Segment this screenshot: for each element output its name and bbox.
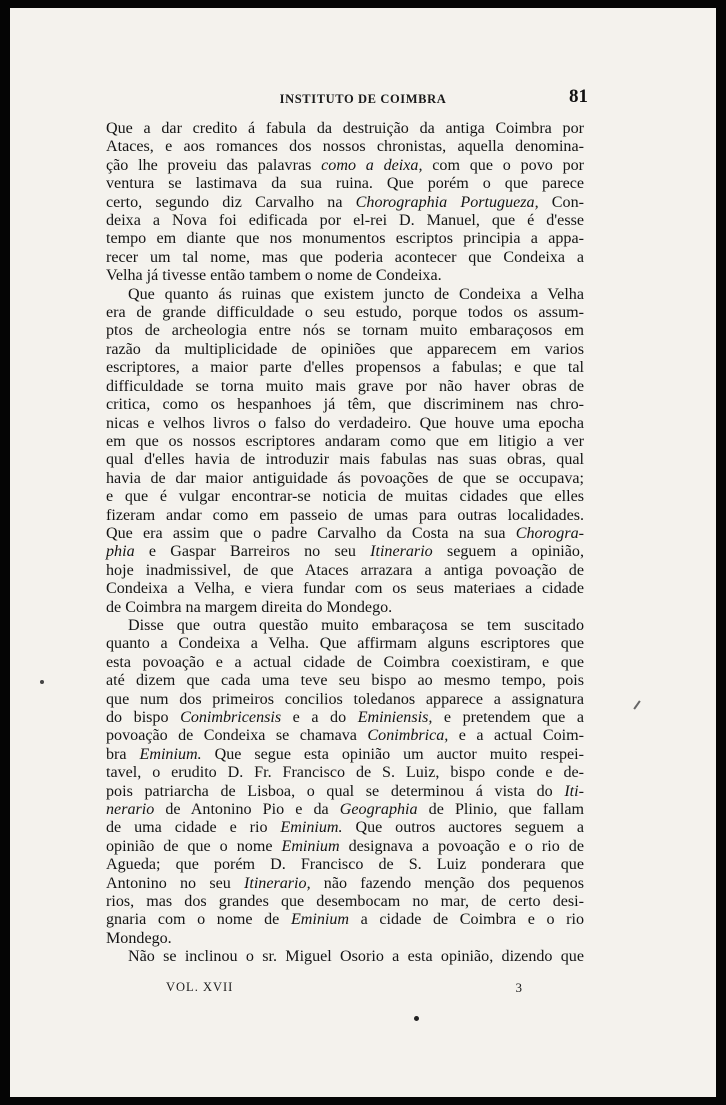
text-line — [106, 507, 584, 525]
page-footer — [106, 980, 584, 1000]
text-segment: a cidade de Coimbra e o rio — [349, 911, 584, 929]
text-line — [106, 948, 584, 966]
italic-text: Eminiensis, — [357, 709, 433, 726]
text-line — [106, 396, 584, 414]
paragraph — [106, 948, 584, 966]
text-segment: Não se inclinou o sr. Miguel Osorio a esta opinião, dizendo que — [128, 948, 584, 966]
text-segment: certo, segundo diz Carvalho na — [106, 193, 356, 211]
text-segment: Velha já tivesse então tambem o nome de Condeixa. — [106, 267, 442, 285]
body-text — [106, 120, 584, 967]
text-segment: e que é vulgar encontrar-se noticia de muitas cidades que elles — [106, 488, 584, 506]
text-segment: gnaria com o nome de — [106, 911, 291, 929]
text-segment: de uma cidade e rio — [106, 819, 281, 837]
book-page — [10, 8, 716, 1097]
margin-speck — [40, 680, 44, 684]
text-line — [106, 138, 584, 156]
text-line — [106, 267, 584, 285]
text-line — [106, 378, 584, 396]
text-line — [106, 764, 584, 782]
italic-text: Eminium. — [280, 819, 343, 837]
text-line — [106, 727, 584, 745]
text-line — [106, 470, 584, 488]
text-line — [106, 783, 584, 801]
italic-text: Eminium — [281, 837, 340, 855]
text-segment: Que quanto ás ruinas que existem juncto de Condeixa a Velha — [128, 285, 584, 303]
text-segment: razão da multiplicidade de opiniões que apparecem em varios — [106, 340, 584, 358]
paragraph — [106, 120, 584, 286]
text-line — [106, 415, 584, 433]
text-line — [106, 562, 584, 580]
text-line — [106, 322, 584, 340]
text-line — [106, 175, 584, 193]
text-segment: Agueda; que porém D. Francisco de S. Luiz ponderara que — [106, 856, 584, 874]
text-segment: pois patriarcha de Lisboa, o qual se determinou á vista do — [106, 782, 565, 800]
page-number: 81 — [569, 86, 588, 107]
text-segment: rios, mas dos grandes que desembocam no mar, de certo desi- — [106, 893, 584, 911]
signature-mark: 3 — [515, 980, 522, 995]
text-line — [106, 580, 584, 598]
text-line — [106, 359, 584, 377]
text-segment: Que a dar credito á fabula da destruição da antiga Coimbra por — [106, 120, 584, 137]
text-segment: tempo em diante que nos monumentos escriptos principia a appa- — [106, 230, 584, 248]
text-segment: Que outros auctores seguem a — [342, 819, 584, 837]
text-line — [106, 543, 584, 561]
text-segment: designava a povoação e o rio de — [339, 837, 584, 855]
text-segment: e a actual Coim- — [448, 727, 584, 745]
text-segment: critica, como os hespanhoes já têm, que discriminem nas chro- — [106, 396, 584, 414]
running-head — [10, 86, 716, 110]
italic-text: Itinerario, — [243, 874, 311, 892]
text-line — [106, 746, 584, 764]
text-segment: nicas e velhos livros o falso do verdadeiro. Que houve uma epocha — [106, 414, 584, 432]
text-line — [106, 249, 584, 267]
text-segment: de Antonino Pio e da — [154, 801, 340, 819]
text-line — [106, 838, 584, 856]
text-segment: fizeram andar como em passeio de umas para outras localidades. — [106, 506, 584, 524]
text-segment: Disse que outra questão muito embaraçosa se tem suscitado — [128, 616, 584, 634]
text-segment: ptos de archeologia entre nós se tornam muito embaraçosos em — [106, 322, 584, 340]
italic-text: Geographia — [339, 801, 418, 819]
text-line — [106, 654, 584, 672]
text-segment: Que era assim que o padre Carvalho da Costa na sua — [106, 524, 516, 542]
italic-text: Itinerario — [370, 543, 433, 561]
paragraph — [106, 286, 584, 617]
text-line — [106, 617, 584, 635]
text-segment: quanto a Condeixa a Velha. Que affirmam alguns escriptores que — [106, 635, 584, 653]
text-segment: ventura se lastimava da sua ruina. Que porém o que parece — [106, 175, 584, 193]
text-segment: seguem a opinião, — [432, 543, 584, 561]
italic-text: como a deixa, — [321, 156, 423, 174]
journal-title: INSTITUTO DE COIMBRA — [279, 92, 447, 106]
text-segment: escriptores, a maior parte d'elles propensos a fabulas; e que tal — [106, 359, 584, 377]
text-segment: era de grande difficuldade o seu estudo, porque todos os assum- — [106, 304, 584, 322]
text-segment: em que os nossos escriptores andaram como que em litigio a ver — [106, 432, 584, 450]
italic-text: Iti- — [564, 782, 584, 800]
text-line — [106, 157, 584, 175]
text-segment: tavel, o erudito D. Fr. Francisco de S. Luiz, bispo conde e de- — [106, 764, 584, 782]
text-segment: Condeixa a Velha, e viera fundar com os seus materiaes a cidade — [106, 580, 584, 598]
text-line — [106, 525, 584, 543]
text-segment: Con- — [538, 193, 584, 211]
text-line — [106, 911, 584, 929]
text-line — [106, 599, 584, 617]
text-line — [106, 819, 584, 837]
italic-text: Conimbrica, — [367, 727, 449, 745]
paragraph — [106, 617, 584, 948]
text-line — [106, 635, 584, 653]
italic-text: phia — [106, 543, 135, 561]
text-line — [106, 709, 584, 727]
margin-stroke — [633, 700, 640, 709]
text-line — [106, 691, 584, 709]
text-segment: e a do — [281, 709, 358, 726]
text-segment: Que segue esta opinião um auctor muito respei- — [201, 745, 585, 763]
volume-label: VOL. XVII — [166, 980, 234, 994]
page-speck — [414, 1016, 419, 1021]
text-segment: esta povoação e a actual cidade de Coimbra coexistiram, e que — [106, 653, 584, 671]
text-line — [106, 801, 584, 819]
text-line — [106, 451, 584, 469]
text-segment: não fazendo menção dos pequenos — [310, 874, 584, 892]
text-segment: povoação de Condeixa se chamava — [106, 727, 368, 745]
text-line — [106, 856, 584, 874]
text-segment: Ataces, e aos romances dos nossos chronistas, aquella denomina- — [106, 138, 584, 156]
text-segment: Mondego. — [106, 929, 172, 947]
text-line — [106, 893, 584, 911]
text-line — [106, 341, 584, 359]
text-segment: que num dos primeiros concilios toledanos apparece a assignatura — [106, 690, 584, 708]
italic-text: Chorogra- — [515, 524, 584, 542]
italic-text: Chorographia Portugueza, — [355, 193, 539, 211]
text-segment: ção lhe proveiu das palavras — [106, 156, 322, 174]
italic-text: Eminium. — [139, 745, 202, 763]
text-segment: e Gaspar Barreiros no seu — [134, 543, 371, 561]
text-line — [106, 212, 584, 230]
text-line — [106, 930, 584, 948]
text-segment: hoje inadmissivel, de que Ataces arrazara a antiga povoação de — [106, 561, 584, 579]
text-segment: deixa a Nova foi edificada por el-rei D. Manuel, que é d'esse — [106, 212, 584, 230]
text-segment: com que o povo por — [422, 156, 585, 174]
italic-text: nerario — [106, 801, 155, 819]
text-segment: de Coimbra na margem direita do Mondego. — [106, 598, 393, 616]
text-segment: opinião de que o nome — [106, 837, 282, 855]
text-segment: havia de dar maior antiguidade ás povoações de que se occupava; — [106, 469, 584, 487]
text-segment: até dizem que cada uma teve seu bispo ao mesmo tempo, pois — [106, 672, 584, 690]
text-line — [106, 120, 584, 138]
text-line — [106, 672, 584, 690]
text-line — [106, 433, 584, 451]
italic-text: Conimbricensis — [180, 709, 282, 726]
text-segment: qual d'elles havia de introduzir mais fabulas nas suas obras, qual — [106, 451, 584, 469]
text-line — [106, 286, 584, 304]
text-line — [106, 194, 584, 212]
text-segment: Antonino no seu — [106, 874, 244, 892]
text-segment: de Plinio, que fallam — [417, 801, 584, 819]
text-segment: do bispo — [106, 709, 181, 726]
text-segment: recer um tal nome, mas que poderia acontecer que Condeixa a — [106, 248, 584, 266]
italic-text: Eminium — [290, 911, 350, 929]
text-segment: difficuldade se torna muito mais grave por não haver obras de — [106, 377, 584, 395]
text-line — [106, 488, 584, 506]
text-line — [106, 875, 584, 893]
text-line — [106, 230, 584, 248]
text-segment: bra — [106, 745, 140, 763]
text-segment: e pretendem que a — [432, 709, 584, 726]
text-line — [106, 304, 584, 322]
